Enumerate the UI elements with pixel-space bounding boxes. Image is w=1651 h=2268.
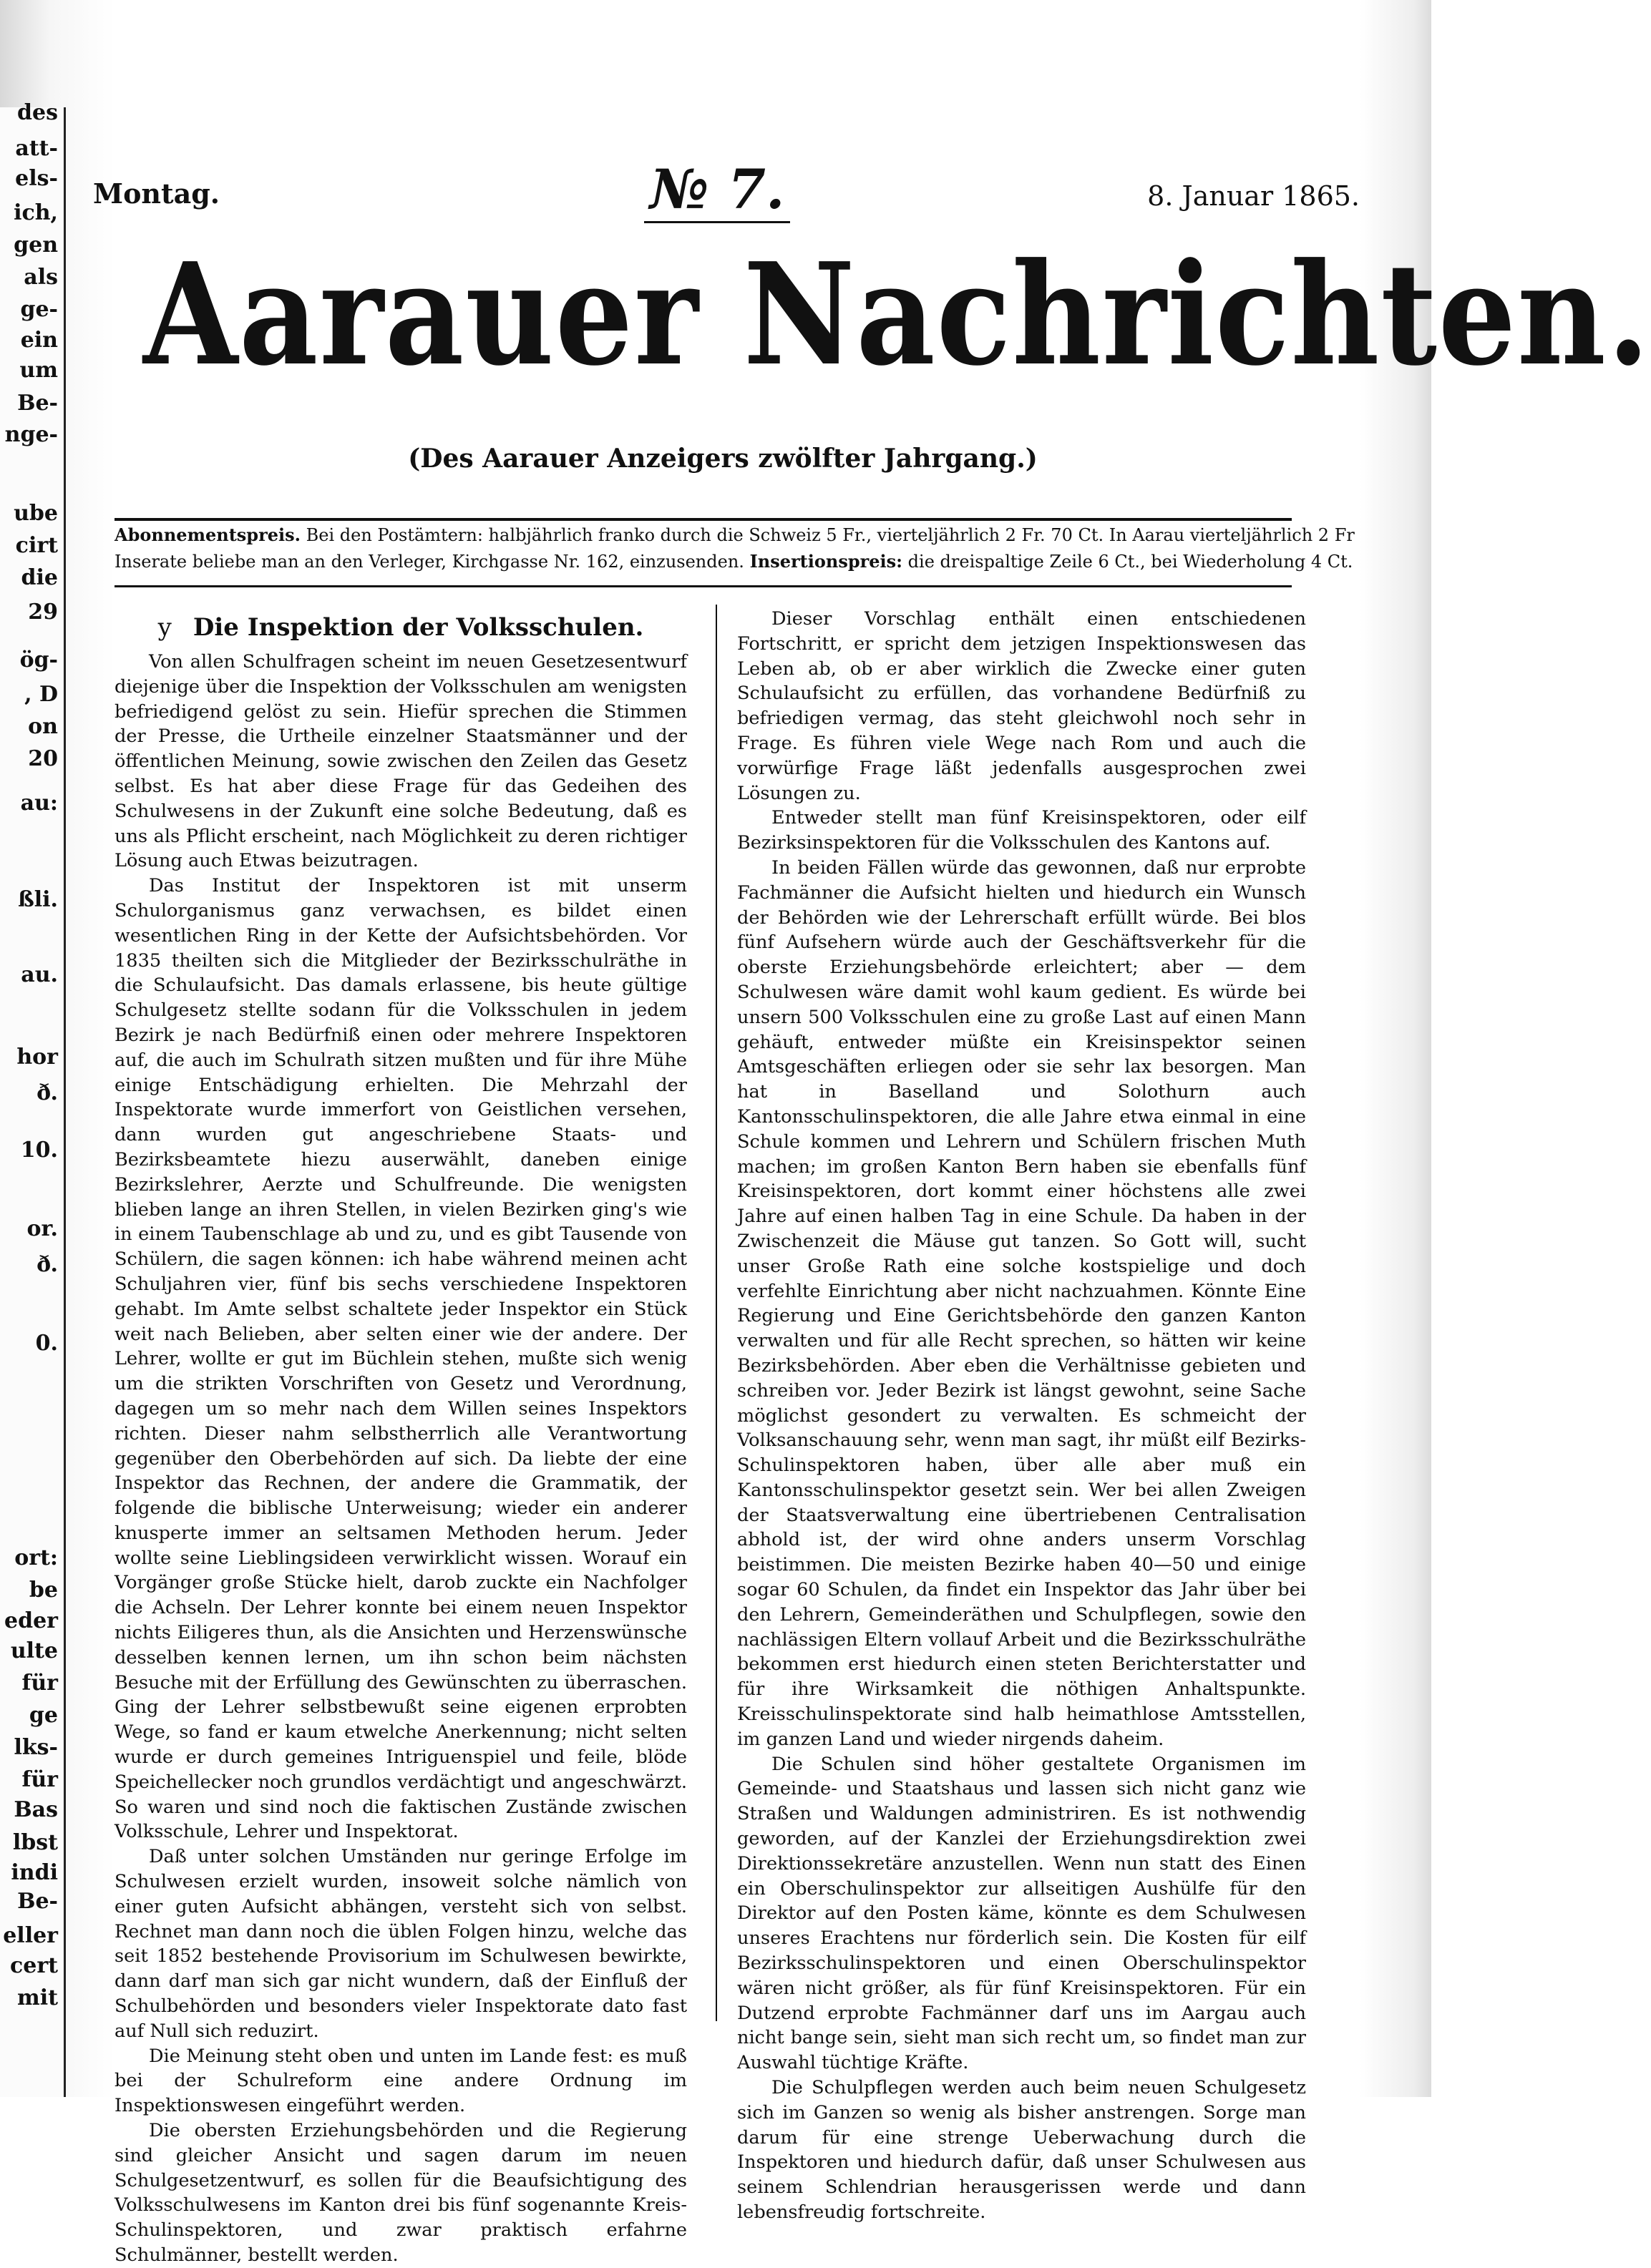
rule-bottom [115, 585, 1292, 587]
fragment-text: cirt [15, 533, 58, 558]
paragraph: Von allen Schulfragen scheint im neuen Gesetzesentwurf diejenige über die Inspektion der Volksschulen am wenigsten befriedigend gelöst zu sein. Hiefür sprechen die Stimmen der Presse, die Urtheile einzelner Staatsmänner und der öffentlichen Meinung, sowie zwischen den Zeilen das Gesetz selbst. Es hat aber diese Frage für das Gedeihen des Schulwesens in der Zukunft eine solche Bedeutung, daß es uns als Pflicht erscheint, nach Möglichkeit zu deren richtiger Lösung auch Etwas beizutragen. [115, 651, 687, 872]
fragment-text: indi [11, 1860, 58, 1885]
subscription-label: Abonnementspreis. [115, 524, 301, 545]
issue-header [93, 157, 1360, 221]
fragment-text: 29 [28, 600, 58, 625]
masthead-title: Aarauer Nachrichten. [143, 233, 1651, 397]
fragment-text: ich, [14, 200, 58, 225]
fragment-text: ög- [19, 647, 58, 673]
paragraph: Die Schulpflegen werden auch beim neuen Schulgesetz sich im Ganzen so wenig als bisher anstrengen. Sorge man darum für eine strenge Ueberwachung durch die Inspektoren und hiedurch dafür, daß unser Schulwesen aus seinem Schlendrian herausgerissen werde und dann lebensfreudig fortschreite. [737, 2077, 1306, 2223]
insertion-address: Inserate beliebe man an den Verleger, Kirchgasse Nr. 162, einzusenden. [115, 552, 744, 572]
paragraph: Daß unter solchen Umständen nur geringe Erfolge im Schulwesen erzielt wurden, insoweit solche nämlich von einer guten Aufsicht abhängen, versteht sich von selbst. Rechnet man dann noch die üblen Folgen hinzu, welche das seit 1852 bestehende Provisorium im Schulwesen bewirkte, dann darf man sich gar nicht wundern, daß der Einfluß der Schulbehörden und besonders vieler Inspektorate dato fast auf Null sich reduzirt. [115, 1846, 687, 2042]
fragment-text: ð. [36, 1252, 58, 1277]
fragment-text: ein [20, 328, 58, 353]
paragraph: Die Meinung steht oben und unten im Lande fest: es muß bei der Schulreform eine andere Ordnung im Inspektionswesen eingeführt werden. [115, 2045, 687, 2117]
fragment-text: ge- [20, 297, 58, 322]
fragment-text: lks- [14, 1735, 58, 1760]
fragment-text: des [17, 100, 58, 125]
insertion-label: Insertionspreis: [749, 551, 903, 572]
fragment-text: mit [17, 1985, 58, 2010]
article-title-text: Die Inspektion der Volksschulen. [193, 613, 644, 642]
subscription-line-2 [115, 551, 1353, 572]
fragment-text: für [21, 1671, 58, 1696]
subscription-line-1 [115, 524, 1355, 545]
weekday: Montag. [93, 177, 220, 210]
fragment-text: als [24, 265, 58, 290]
fragment-text: für [21, 1767, 58, 1792]
paragraph: In beiden Fällen würde das gewonnen, daß nur erprobte Fachmänner die Aufsicht hielten und hiedurch ein Wunsch der Behörden wie der Lehrerschaft erfüllt würde. Bei blos fünf Aufsehern würde auch der Geschäftsverkehr für die oberste Erziehungsbehörde erleichtert; aber — dem Schulwesen wäre damit wohl kaum gedient. Es würde bei unsern 500 Volksschulen eine zu große Last auf einen Mann gehäuft, entweder müßte ein Kreisinspektor seinen Amtsgeschäften erliegen oder sie sehr lax besorgen. Man hat in Baselland und Solothurn auch Kantonsschulinspektoren, die alle Jahre etwa einmal in eine Schule kommen und Lehrern und Schülern frischen Muth machen; im großen Kanton Bern haben sie ebenfalls fünf Kreisinspektoren, dort kommt einer höchstens alle zwei Jahre auf einen halben Tag in eine Schule. Da haben in der Zwischenzeit die Mäuse gut tanzen. So Gott will, sucht unser Große Rath eine solche kostspielige und doch verfehlte Einrichtung aber nicht nachzuahmen. Könnte Eine Regierung und Eine Gerichtsbehörde den ganzen Kanton verwalten und für alle Recht sprechen, so hätten wir keine Bezirksbehörden. Aber eben die Verhältnisse gebieten und schreiben vor. Jeder Bezirk ist längst gewohnt, seine Sache möglichst gesondert zu verwalten. Es schmeicht der Volksanschauung sehr, wenn man sagt, ihr müßt eilf Bezirks-Schulinspektoren haben, über alle aber muß ein Kantonsschulinspektor gesetzt sein. Wer bei allen Zweigen der Staatsverwaltung eine übertriebenen Centralisation abhold ist, der wird ohne anders unserm Vorschlag beistimmen. Die meisten Bezirke haben 40—50 und einige sogar 60 Schulen, da findet ein Inspektor das Jahr über bei den Lehrern, Gemeinderäthen und Schulpflegen, sowie den nachlässigen Eltern vollauf Arbeit und die Bezirksschulräthe bekommen erst hiedurch einen steten Berichterstatter und für ihre Wirksamkeit die nöthigen Anhaltspunkte. Kreisschulinspektorate sind halb heimathlose Amtsstellen, im ganzen Land und wieder nirgends daheim. [737, 856, 1306, 1750]
fragment-text: au. [21, 962, 58, 987]
fragment-text: lbst [12, 1830, 58, 1855]
fragment-text: ulte [10, 1638, 58, 1663]
subscription-text: Bei den Postämtern: halbjährlich franko durch die Schweiz 5 Fr., vierteljährlich 2 Fr. 70 Ct. In Aarau vierteljährlich 2 Fr [306, 525, 1355, 545]
fragment-text: els- [15, 166, 58, 191]
article-title [115, 610, 687, 645]
paragraph: Die obersten Erziehungsbehörden und die Regierung sind gleicher Ansicht und sagen darum im neuen Schulgesetzentwurf, es sollen für die Beaufsichtigung des Volksschulwesens im Kanton drei bis fünf sogenannte Kreis-Schulinspektoren, und zwar praktisch erfahrne Schulmänner, bestellt werden. [115, 2120, 687, 2266]
fragment-text: Bas [14, 1797, 58, 1822]
fragment-text: um [19, 358, 58, 383]
fragment-text: or. [26, 1216, 58, 1241]
fragment-text: on [28, 714, 58, 739]
fragment-text: eller [3, 1923, 58, 1948]
issue-number: № 7. [644, 157, 790, 223]
issue-date: 8. Januar 1865. [1147, 180, 1360, 212]
fragment-text: , D [24, 682, 58, 707]
fragment-text: ð. [36, 1080, 58, 1105]
adjacent-page-fragment [0, 100, 66, 2097]
masthead-subtitle: (Des Aarauer Anzeigers zwölfter Jahrgang.) [408, 444, 1038, 474]
fragment-text: hor [16, 1045, 58, 1070]
paragraph: Das Institut der Inspektoren ist mit unserm Schulorganismus ganz verwachsen, es bildet einen wesentlichen Ring in der Kette der Aufsichtsbehörden. Vor 1835 theilten sich die Mitglieder der Bezirksschulräthe in die Schulaufsicht. Das damals erlassene, bis heute gültige Schulgesetz stellte sodann für die Volksschulen in jedem Bezirk je nach Bedürfniß einen oder mehrere Inspektoren auf, die auch im Schulrath sitzen mußten und für ihre Mühe einige Entschädigung erhielten. Die Mehrzahl der Inspektorate wurde immerfort von Geistlichen versehen, dann wurden gut angeschriebene Staats- und Bezirksbeamtete hiezu auserwählt, daneben einige Bezirkslehrer, Aerzte und Schulfreunde. Die wenigsten blieben lange an ihren Stellen, in vielen Bezirken ging's wie in einem Taubenschlage ab und zu, und es gibt Tausende von Schülern, die sagen können: ich habe während meinen acht Schuljahren vier, fünf bis sechs verschiedene Inspektoren gehabt. Im Amte selbst schaltete jeder Inspektor ein Stück weit nach Belieben, aber selten einer wie der andere. Der Lehrer, wollte er gut im Büchlein stehen, mußte sich wenig um die strikten Vorschriften von Gesetz und Verordnung, dagegen um so mehr nach dem Willen seines Inspektors richten. Dieser nahm selbstherrlich alle Verantwortung gegenüber den Oberbehörden auf sich. Da liebte der eine Inspektor das Rechnen, der andere die Grammatik, der folgende die biblische Unterweisung; wieder ein anderer knusperte immer an seltsamen Methoden herum. Jeder wollte seine Lieblingsideen verwirklicht wissen. Worauf ein Vorgänger große Stücke hielt, darob zuckte ein Nachfolger die Achseln. Der Lehrer konnte bei einem neuen Inspektor nichts Eiligeres thun, als die Ansichten und Herzenswünsche desselben kennen lernen, um ihn schon beim nächsten Besuche mit der Erfüllung des Gewünschten zu überraschen. Ging der Lehrer selbstbewußt seine eigenen erprobten Wege, so fand er kaum etwelche Anerkennung; nicht selten wurde er durch gemeines Intriguenspiel und feile, blöde Speichellecker noch grundlos verdächtigt und angeschwärzt. So waren und sind noch die faktischen Zustände zwischen Volksschule, Lehrer und Inspektorat. [115, 875, 687, 1843]
paragraph: Dieser Vorschlag enthält einen entschiedenen Fortschritt, er spricht dem jetzigen Inspektionswesen das Leben ab, ob er aber wirklich die Zwecke einer guten Schulaufsicht zu erfüllen, das vorhandene Bedürfniß zu befriedigen vermag, das steht gleichwohl noch sehr in Frage. Es führen viele Wege nach Rom und auch die vorwürfige Frage läßt jedenfalls ausgesprochen zwei Lösungen zu. [737, 608, 1306, 804]
fragment-text: Be- [17, 1889, 58, 1914]
fragment-text: Be- [17, 391, 58, 416]
paragraph: Entweder stellt man fünf Kreisinspektoren, oder eilf Bezirksinspektoren für die Volksschulen des Kantons auf. [737, 807, 1306, 854]
fragment-text: cert [9, 1953, 58, 1978]
column-right [737, 607, 1306, 2225]
fragment-text: die [21, 565, 58, 590]
paragraph: Die Schulen sind höher gestaltete Organismen im Gemeinde- und Staatshaus und lassen sich nicht ganz wie Straßen und Waldungen administriren. Es ist nothwendig geworden, auf der Kanzlei der Erziehungsdirektion zwei Direktionssekretäre anzustellen. Wenn nun statt des Einen ein Oberschulinspektor zur allseitigen Aushülfe für den Direktor auf den Posten käme, könnte es dem Schulwesen unseres Erachtens nur förderlich sein. Die Kosten für eilf Bezirksschulinspektoren und einen Oberschulinspektor wären nicht größer, als für fünf Kreisinspektoren. Für ein Dutzend erprobte Fachmänner darf uns im Aargau auch nicht bange sein, sieht man sich recht um, so findet man zur Auswahl tüchtige Kräfte. [737, 1753, 1306, 2074]
fragment-text: be [29, 1578, 58, 1603]
top-margin [66, 0, 1431, 107]
fragment-text: ube [14, 501, 58, 526]
fragment-text: 0. [35, 1331, 58, 1356]
fragment-text: nge- [4, 422, 58, 447]
fragment-text: gen [14, 233, 58, 258]
fragment-text: ort: [14, 1545, 58, 1570]
column-left [115, 607, 687, 2268]
fragment-text: att- [15, 136, 58, 161]
fragment-text: eder [4, 1608, 58, 1633]
fragment-text: ßli. [17, 887, 58, 912]
fragment-text: au: [20, 791, 58, 816]
fragment-text: 10. [20, 1138, 58, 1163]
column-divider [716, 605, 717, 2021]
rule-top [115, 518, 1292, 521]
fragment-text: ge [29, 1703, 58, 1728]
fragment-text: 20 [28, 746, 58, 771]
article-marker: y [157, 613, 172, 642]
insertion-price: die dreispaltige Zeile 6 Ct., bei Wiederholung 4 Ct. [907, 552, 1353, 572]
